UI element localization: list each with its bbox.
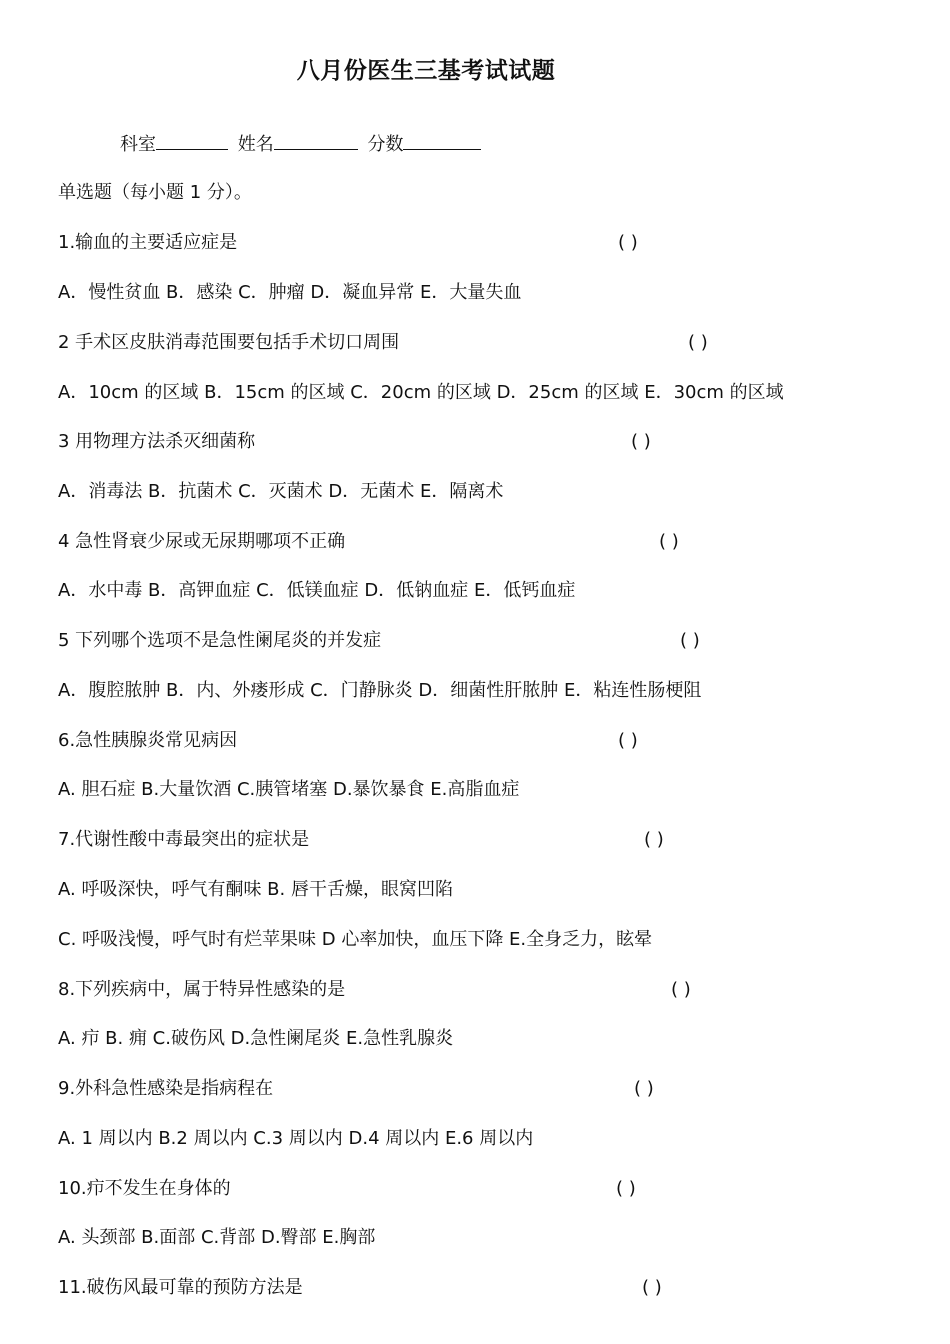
question-options: A．消毒法 B．抗菌术 C．灭菌术 D．无菌术 E．隔离术: [58, 481, 504, 502]
question-options: C. 呼吸浅慢，呼气时有烂苹果味 D 心率加快，血压下降 E.全身乏力，眩晕: [58, 929, 653, 950]
score-blank[interactable]: [403, 131, 481, 150]
answer-paren[interactable]: ( ): [680, 630, 700, 651]
info-row: [120, 131, 485, 158]
question-options: A. 疖 B. 痈 C.破伤风 D.急性阑尾炎 E.急性乳腺炎: [58, 1028, 454, 1049]
question-text: 1.输血的主要适应症是: [58, 232, 238, 253]
question-options: A．10cm 的区域 B．15cm 的区域 C．20cm 的区域 D．25cm 的区域 E．30cm 的区域: [58, 382, 784, 403]
question-options: A. 头颈部 B.面部 C.背部 D.臀部 E.胸部: [58, 1227, 376, 1248]
question-text: 9.外科急性感染是指病程在: [58, 1078, 274, 1099]
answer-paren[interactable]: ( ): [642, 1277, 662, 1298]
question-text: 11.破伤风最可靠的预防方法是: [58, 1277, 303, 1298]
answer-paren[interactable]: ( ): [616, 1178, 636, 1199]
dept-label: 科室: [120, 134, 156, 155]
answer-paren[interactable]: ( ): [618, 232, 638, 253]
question-options: A．腹腔脓肿 B．内、外瘘形成 C．门静脉炎 D．细菌性肝脓肿 E．粘连性肠梗阻: [58, 680, 702, 701]
answer-paren[interactable]: ( ): [644, 829, 664, 850]
name-label: 姓名: [237, 134, 274, 155]
question-options: A．水中毒 B．高钾血症 C．低镁血症 D．低钠血症 E．低钙血症: [58, 580, 576, 601]
question-options: A．慢性贫血 B．感染 C．肿瘤 D．凝血异常 E．大量失血: [58, 282, 522, 303]
section-heading: 单选题（每小题 1 分）。: [58, 182, 252, 203]
answer-paren[interactable]: ( ): [659, 531, 679, 552]
answer-paren[interactable]: ( ): [671, 979, 691, 1000]
question-options: A. 呼吸深快，呼气有酮味 B. 唇干舌燥，眼窝凹陷: [58, 879, 453, 900]
name-blank[interactable]: [274, 131, 358, 150]
question-text: 7.代谢性酸中毒最突出的症状是: [58, 829, 310, 850]
dept-blank[interactable]: [156, 131, 228, 150]
question-options: A. 胆石症 B.大量饮酒 C.胰管堵塞 D.暴饮暴食 E.高脂血症: [58, 779, 520, 800]
question-text: 10.疖不发生在身体的: [58, 1178, 231, 1199]
question-text: 3 用物理方法杀灭细菌称: [58, 431, 256, 452]
answer-paren[interactable]: ( ): [688, 332, 708, 353]
page-title: 八月份医生三基考试试题: [296, 58, 556, 84]
answer-paren[interactable]: ( ): [618, 730, 638, 751]
question-options: A. 1 周以内 B.2 周以内 C.3 周以内 D.4 周以内 E.6 周以内: [58, 1128, 534, 1149]
question-text: 5 下列哪个选项不是急性阑尾炎的并发症: [58, 630, 382, 651]
question-text: 6.急性胰腺炎常见病因: [58, 730, 238, 751]
question-text: 4 急性肾衰少尿或无尿期哪项不正确: [58, 531, 346, 552]
answer-paren[interactable]: ( ): [631, 431, 651, 452]
question-text: 8.下列疾病中，属于特异性感染的是: [58, 979, 346, 1000]
score-label: 分数: [367, 134, 404, 155]
question-text: 2 手术区皮肤消毒范围要包括手术切口周围: [58, 332, 400, 353]
answer-paren[interactable]: ( ): [634, 1078, 654, 1099]
